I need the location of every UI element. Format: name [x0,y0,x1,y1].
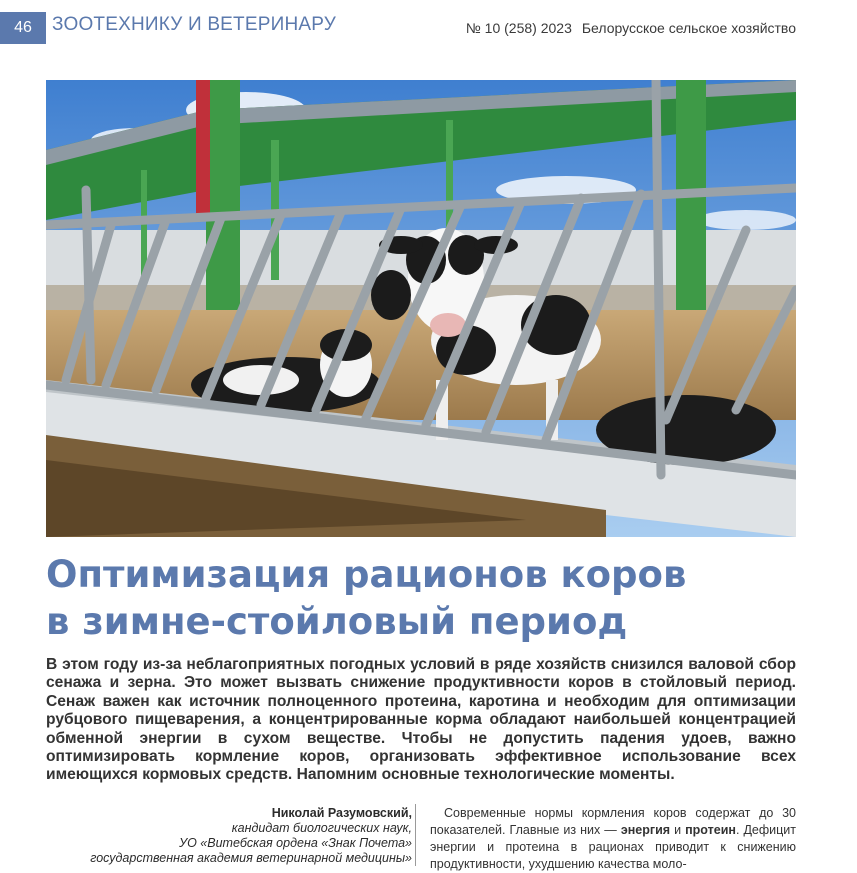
page-number: 46 [0,12,46,44]
author-org-line-2: государственная академия ветеринарной медицины» [90,851,412,865]
column-divider [415,804,416,866]
journal-name: Белорусское сельское хозяйство [581,20,796,36]
title-line-1: Оптимизация рационов коров [46,553,687,596]
author-name: Николай Разумовский, [271,806,412,820]
issue-number: № 10 (258) 2023 [465,20,572,36]
author-degree: кандидат биологических наук, [231,821,412,835]
cows-photo-illustration [46,80,796,537]
section-title: ЗООТЕХНИКУ И ВЕТЕРИНАРУ [52,14,336,35]
article-photo [46,80,796,537]
body-text-part-3: . Дефицит энергии и протеина в рационах приводит к снижению продуктивности, ухудшению качества моло- [430,823,797,871]
body-text-part-2: и [670,823,686,837]
author-org-line-1: УО «Витебская ордена «Знак Почета» [179,836,412,850]
body-bold-protein: протеин [685,823,736,837]
body-text-part-1: Современные нормы кормления коров содержат до 30 показателей. Главные из них — [430,806,796,837]
article-title [46,551,806,645]
article-lead: В этом году из-за неблагоприятных погодных условий в ряде хозяйств снизился валовой сбор сенажа и зерна. Это может вызвать снижение продуктивности коров в стойловый период. Сенаж важен как источник полноценного протеина, каротина и необходим для оптимизации рубцового пищеварения, а концентрированные корма обладают наибольшей концентрацией обменной энергии в сухом веществе. Чтобы не допустить падения удоев, важно оптимизировать кормление коров, организовать эффективное использование всех имеющихся кормовых средств. Напомним основные технологические моменты. [46,656,796,784]
body-paragraph [430,805,796,873]
author-byline [90,806,412,866]
body-bold-energy: энергия [620,823,671,837]
issue-info [466,20,796,36]
title-line-2: в зимне-стойловый период [46,600,628,643]
